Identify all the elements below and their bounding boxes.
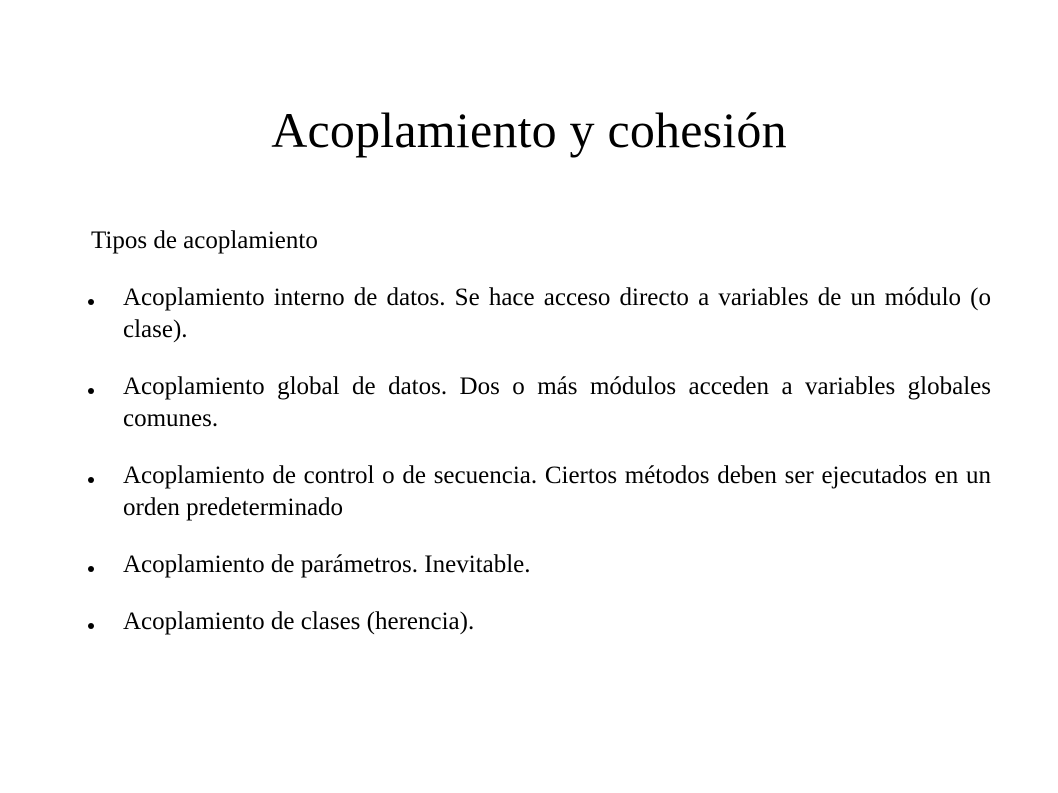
bullet-item <box>91 282 991 346</box>
slide-subtitle: Tipos de acoplamiento <box>91 227 318 254</box>
bullet-dot-icon <box>88 549 100 581</box>
bullet-dot-icon <box>88 460 100 492</box>
bullet-text: Acoplamiento de parámetros. Inevitable. <box>123 551 531 578</box>
bullet-item <box>91 549 991 581</box>
bullet-list <box>91 282 991 638</box>
bullet-text: Acoplamiento global de datos. Dos o más módulos acceden a variables globales comunes. <box>123 373 991 432</box>
bullet-text: Acoplamiento de control o de secuencia. Ciertos métodos deben ser ejecutados en un orden predeterminado <box>123 462 991 521</box>
bullet-dot-icon <box>88 282 100 314</box>
bullet-item <box>91 460 991 524</box>
slide-title: Acoplamiento y cohesión <box>271 102 787 158</box>
bullet-dot-icon <box>88 371 100 403</box>
bullet-text: Acoplamiento interno de datos. Se hace acceso directo a variables de un módulo (o clase). <box>123 284 991 343</box>
bullet-item <box>91 606 991 638</box>
bullet-dot-icon <box>88 606 100 638</box>
bullet-text: Acoplamiento de clases (herencia). <box>123 608 475 635</box>
bullet-item <box>91 371 991 435</box>
